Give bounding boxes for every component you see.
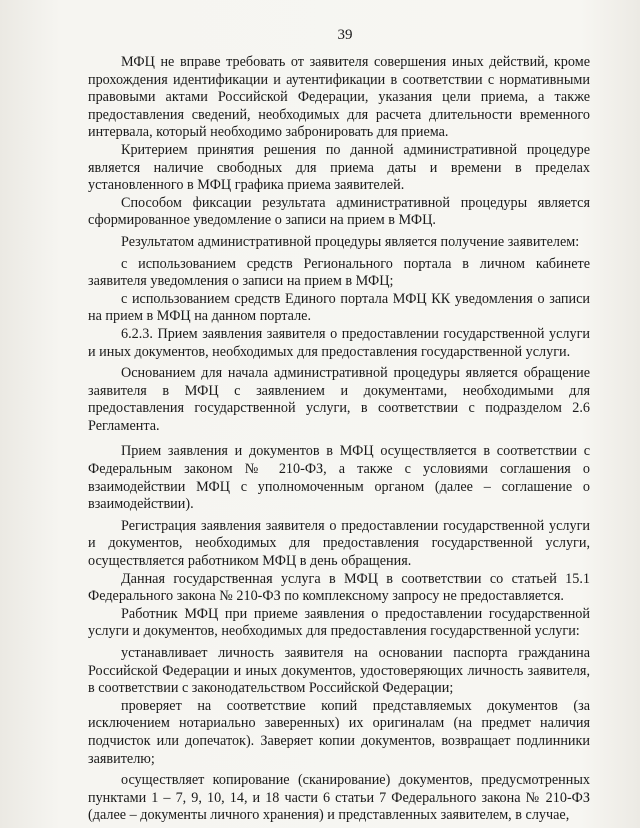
paragraph-decision-criterion: Критерием принятия решения по данной административной процедуре является наличие свободных для приема даты и времени в пределах установленного в МФЦ графика приема заявителей. (88, 141, 590, 194)
paragraph-mfc-restrictions: МФЦ не вправе требовать от заявителя совершения иных действий, кроме прохождения идентификации и аутентификации в соответствии с нормативными правовыми актами Российской Федерации, указания цели приема, а также предоставления сведений, необходимых для расчета длительности временного интервала, который необходимо забронировать для приема. (88, 54, 590, 141)
page-number: 39 (337, 27, 353, 43)
paragraph-result-fixation: Способом фиксации результата административной процедуры является сформированное уведомление о записи на прием в МФЦ. (88, 194, 590, 229)
paragraph-copy-verification: проверяет на соответствие копий представляемых документов (за исключением нотариально заверенных) их оригиналам (на предмет наличия подчисток или допечаток). Заверяет копии документов, возвращает подлинники заявителю; (88, 697, 590, 767)
paragraph-identity-check: устанавливает личность заявителя на основании паспорта гражданина Российской Федерации и иных документов, удостоверяющих личность заявителя, в соответствии с законодательством Российской Федерации; (88, 645, 590, 697)
paragraph-acceptance-law: Прием заявления и документов в МФЦ осуществляется в соответствии с Федеральным законом № 210-ФЗ, а также с условиями соглашения о взаимодействии МФЦ с уполномоченным органом (далее – соглашение о взаимодействии). (88, 443, 590, 513)
paragraph-copy-scanning: осуществляет копирование (сканирование) документов, предусмотренных пунктами 1 – 7, 9, 10, 14, и 18 части 6 статьи 7 Федерального закона № 210-ФЗ (далее – документы личного хранения) и представленных заявителем, в случае, (88, 772, 590, 824)
paragraph-registration: Регистрация заявления заявителя о предоставлении государственной услуги и документов, необходимых для предоставления государственной услуги, осуществляется работником МФЦ в день обращения. (88, 517, 590, 570)
paragraph-unified-portal: с использованием средств Единого портала МФЦ КК уведомления о записи на прием в МФЦ на данном портале. (88, 290, 590, 325)
paragraph-worker-duties: Работник МФЦ при приеме заявления о предоставлении государственной услуги и документов, необходимых для предоставления государственной услуги: (88, 605, 590, 640)
paragraph-procedure-basis: Основанием для начала административной процедуры является обращение заявителя в МФЦ с заявлением и документами, необходимыми для предоставления государственной услуги, в соответствии с подразделом 2.6 Регламента. (88, 365, 590, 434)
paragraph-regional-portal: с использованием средств Регионального портала в личном кабинете заявителя уведомления о записи на прием в МФЦ; (88, 255, 590, 290)
paragraph-section-6-2-3: 6.2.3. Прием заявления заявителя о предоставлении государственной услуги и иных документов, необходимых для предоставления государственной услуги. (88, 325, 590, 360)
paragraph-complex-request: Данная государственная услуга в МФЦ в соответствии со статьей 15.1 Федерального закона № 210-ФЗ по комплексному запросу не предоставляется. (88, 570, 590, 605)
paragraph-procedure-result: Результатом административной процедуры является получение заявителем: (121, 233, 580, 250)
